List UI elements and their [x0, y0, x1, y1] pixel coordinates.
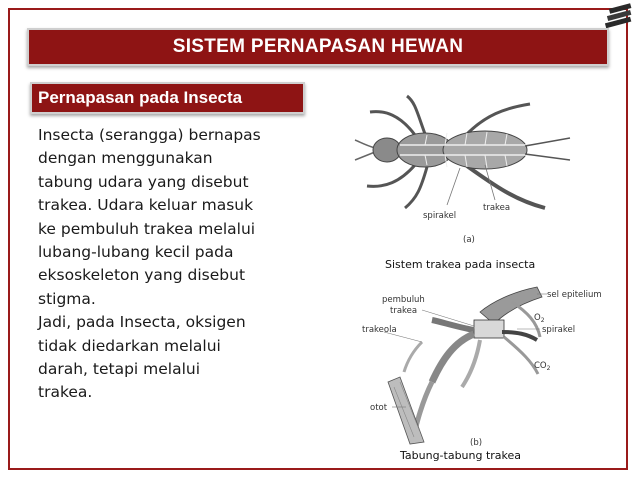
insect-trachea-figure: [355, 90, 585, 250]
body-line: stigma.: [38, 289, 96, 308]
body-paragraph: [38, 124, 298, 405]
panel-label-a: (a): [463, 235, 475, 245]
trachea-tubes-figure: [362, 282, 602, 452]
caption-figure-b: Tabung-tabung trakea: [400, 449, 522, 462]
body-line: tabung udara yang disebut: [38, 172, 249, 191]
label-sel-epitelium: sel epitelium: [547, 290, 602, 300]
label-otot: otot: [370, 403, 388, 413]
label-trakea: trakea: [483, 203, 511, 213]
insect-body-illustration: [355, 96, 570, 208]
label-o2: $O_2$: [534, 313, 545, 324]
body-line: lubang-lubang kecil pada: [38, 243, 234, 262]
label-trakeola: trakeola: [362, 325, 397, 335]
body-line: Insecta (serangga) bernapas: [38, 126, 261, 144]
label-pembuluh: pembuluh: [382, 295, 425, 305]
label-spirakel: spirakel: [423, 211, 457, 221]
label-spirakel-b: spirakel: [542, 325, 576, 335]
body-line: trakea.: [38, 383, 93, 402]
section-heading-text: Pernapasan pada Insecta: [38, 88, 243, 107]
title-bar: [27, 28, 609, 66]
label-co2: $CO_2$: [534, 361, 551, 372]
body-line: darah, tetapi melalui: [38, 360, 201, 379]
body-line: Jadi, pada Insecta, oksigen: [38, 313, 246, 332]
body-line: trakea. Udara keluar masuk: [38, 196, 254, 215]
body-line: tidak diedarkan melalui: [38, 336, 221, 355]
body-line: dengan menggunakan: [38, 149, 213, 168]
section-heading: [30, 82, 305, 114]
body-line: ke pembuluh trakea melalui: [38, 219, 256, 238]
label-pembuluh-trakea: trakea: [390, 306, 418, 316]
body-line: eksoskeleton yang disebut: [38, 266, 246, 285]
stacked-books-logo-icon: [603, 4, 637, 30]
page-title: SISTEM PERNAPASAN HEWAN: [172, 36, 464, 57]
panel-label-b: (b): [470, 438, 483, 448]
caption-figure-a: Sistem trakea pada insecta: [385, 258, 536, 271]
